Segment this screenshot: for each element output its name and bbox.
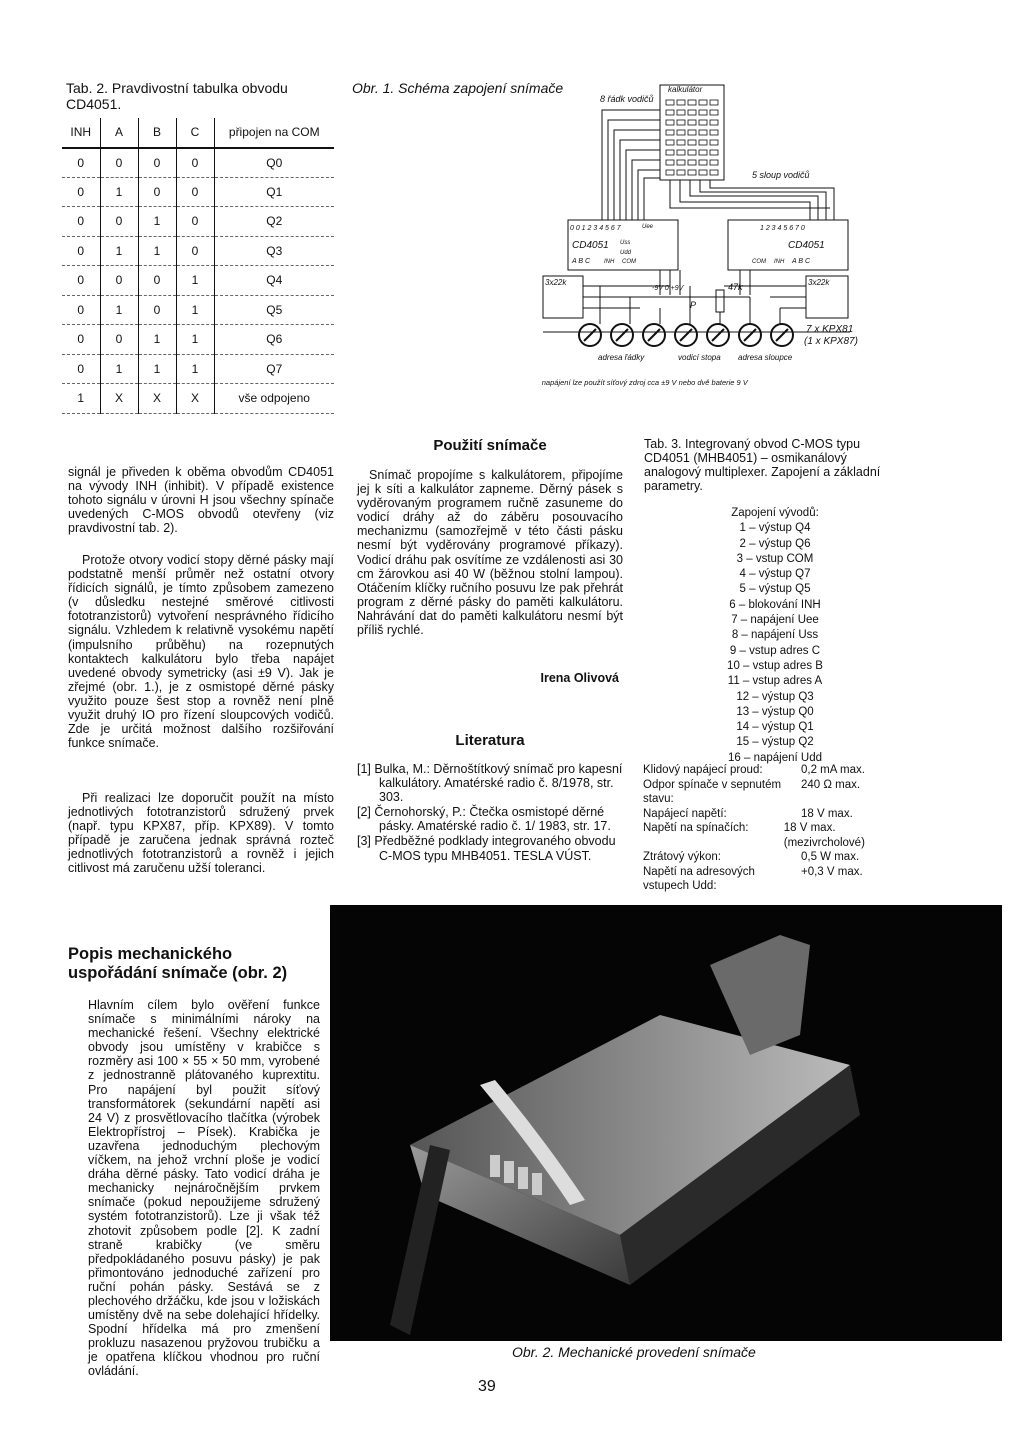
truth-table-row	[62, 177, 334, 207]
param-key: Napájecí napětí:	[643, 807, 727, 820]
truth-table-cell: Q3	[214, 236, 334, 266]
reference-2: [2] Černohorský, P.: Čtečka osmistopé děrné pásky. Amatérské radio č. 1/ 1983, str. 17.	[357, 805, 611, 834]
truth-table-cell: X	[138, 384, 176, 414]
phototransistor-icon	[771, 324, 793, 346]
photo-mechanical	[330, 905, 1002, 1341]
truth-table-cell: 1	[176, 325, 214, 355]
calculator-key	[677, 120, 685, 125]
calculator-key	[666, 160, 674, 165]
calculator-key	[688, 110, 696, 115]
truth-table-cell: 0	[62, 295, 100, 325]
truth-table-cell: 0	[138, 295, 176, 325]
calculator-key	[677, 100, 685, 105]
truth-table-cell: 1	[100, 354, 138, 384]
label-note: Pro napájení lze použít síťový zdroj cca ±9 V nebo dvě baterie 9 V	[540, 378, 748, 387]
truth-table-cell: 1	[138, 354, 176, 384]
pin-row: 16 – napájení Udd	[728, 751, 822, 764]
calculator-key	[699, 140, 707, 145]
calculator-key	[677, 110, 685, 115]
fig2-caption: Obr. 2. Mechanické provedení snímače	[512, 1344, 756, 1360]
calculator-key	[710, 120, 718, 125]
calculator-key	[677, 150, 685, 155]
param-key: Klidový napájecí proud:	[643, 764, 763, 776]
label-abc-left: A B C	[572, 258, 591, 265]
calculator-key	[688, 160, 696, 165]
pin-row: 8 – napájení Uss	[731, 629, 819, 642]
truth-table-cell: 0	[100, 266, 138, 296]
truth-table-cell: Q6	[214, 325, 334, 355]
phototransistor-icon	[707, 324, 729, 346]
mech-heading: Popis mechanického uspořádání snímače (obr. 2)	[68, 945, 288, 982]
param-value: 0,2 mA max.	[801, 764, 865, 776]
calculator-key	[666, 120, 674, 125]
truth-table-cell: 0	[138, 148, 176, 178]
col-c: C	[176, 118, 214, 148]
truth-table-cell: 1	[138, 325, 176, 355]
param-row	[643, 778, 905, 807]
label-chip-right: CD4051	[788, 240, 825, 251]
calculator-key	[710, 170, 718, 175]
label-p: P	[690, 300, 697, 310]
pins-title: Zapojení vývodů:	[731, 507, 819, 519]
label-calculator: kalkulátor	[668, 85, 703, 94]
literature-heading: Literatura	[455, 732, 525, 749]
truth-table-cell: 0	[176, 207, 214, 237]
param-value: 18 V max. (mezivrcholové)	[783, 822, 865, 849]
truth-table-cell: 0	[100, 325, 138, 355]
label-kpx: 7 x KPX81	[806, 324, 854, 335]
param-row	[643, 821, 905, 850]
param-key: Odpor spínače v sepnutém stavu:	[643, 778, 782, 805]
calculator-key	[677, 130, 685, 135]
phototransistor-icon	[643, 324, 665, 346]
pin-row: 13 – výstup Q0	[736, 705, 814, 718]
calculator-key	[688, 120, 696, 125]
calculator-key	[666, 100, 674, 105]
param-key: Napětí na spínačích:	[643, 822, 749, 834]
label-q-left: 0 0 1 2 3 4 5 6 7	[570, 225, 621, 232]
reference-1: [1] Bulka, M.: Děrnoštítkový snímač pro kapesní kalkulátory. Amatérské radio č. 8/1978, str. 303.	[357, 762, 623, 805]
mech-text: Hlavním cílem bylo ověření funkce snímače s minimálními nároky na mechanické řešení. Všechny elektrické obvody jsou umístěny v krabičce s rozměry asi 100 × 55 × 50 mm, vyrobené z jednostranně plátovaného kuprextitu. Pro napájení byl použit síťový transformátorek (sekundární napětí asi 24 V) z prosvětlovacího tlačítka (výrobek Elektropřístroj – Písek). Krabička je uzavřena jednoduchým plechovým víčkem, na jehož vrchní ploše je vodicí dráha děrné pásky. Tato vodicí dráha je mechanicky nejnáročnějším prvkem snímače (pokud nepoužijeme sdružený systém fototranzistorů). Lze ji však též zhotovit způsobem podle [2]. K zadní straně krabičky (ve směru předpokládaného posuvu pásky) je pak přimontováno jednoduché zařízení pro ruční pohán pásky. Sestává se z plechového držáčku, kde jsou v ložiskách umístěny dvě na sebe dolehající hřídelky. Spodní hřídelka má pro zmenšení prokluzu nasazenou pryžovou trubičku a je opatřena klíčkou vhodnou pro ruční ovládání.	[88, 998, 320, 1379]
tab3-caption: Tab. 3. Integrovaný obvod C-MOS typu CD4051 (MHB4051) – osmikanálový analogový multiplexer. Zapojení a základní parametry.	[644, 437, 881, 494]
label-supply: -9V 0 +9V	[652, 285, 684, 292]
truth-table-cell: 0	[62, 266, 100, 296]
truth-table-row	[62, 266, 334, 296]
pin-row: 7 – napájení Uee	[731, 614, 819, 627]
pin-row: 4 – výstup Q7	[739, 568, 811, 581]
calculator-key	[710, 100, 718, 105]
calculator-key	[699, 160, 707, 165]
usage-text: Snímač propojíme s kalkulátorem, připojíme jej k síti a kalkulátor zapneme. Děrný pásek s vyděrovaným programem ručně zasuneme do vodicí dráhy až do záběru posouvacího mechanizmu (samozřejmě v této části pásku nesmí být vyděrovány programové příkazy). Vodicí dráhu pak osvítíme ze vzdálenosti asi 30 cm žárovkou asi 40 W (běžnou stolní lampou). Otáčením klíčky ručního posuvu lze pak přehrát program z děrné pásky do paměti kalkulátoru. Nahrávání dat do paměti kalkulátoru nesmí být příliš rychlé.	[357, 468, 623, 638]
calculator-key	[677, 160, 685, 165]
param-row	[643, 763, 905, 778]
calculator-key	[699, 150, 707, 155]
truth-table-cell: 1	[100, 177, 138, 207]
calculator-key	[666, 170, 674, 175]
col-com: připojen na COM	[214, 118, 334, 148]
pin-row: 3 – vstup COM	[736, 552, 814, 565]
truth-table-row	[62, 148, 334, 178]
truth-table-cell: 0	[100, 207, 138, 237]
phototransistor-icon	[611, 324, 633, 346]
label-inh-left: INH	[604, 259, 615, 265]
calculator-key	[688, 130, 696, 135]
calculator-key	[699, 110, 707, 115]
parameters	[643, 763, 905, 894]
pin-row: 11 – vstup adres A	[727, 675, 823, 688]
param-value: 240 Ω max.	[801, 778, 861, 791]
truth-table-cell: Q4	[214, 266, 334, 296]
col1-para-2: Protože otvory vodicí stopy děrné pásky mají podstatně menší průměr než ostatní otvory řídicích signálů, je tímto způsobem zamezeno (v důsledku nestejné směrové citlivosti fototranzistorů) vytvoření nesprávného řídicího signálu. Vzhledem k relativně vysokému napětí (impulsního průběhu) na rozepnutých kontaktech kalkulátoru bylo třeba napájet uvedené obvody symetricky (asi ±9 V). Jak je zřejmé (obr. 1.), je z osmistopé děrné pásky využito pouze šest stop a rovněž není plně využit druhý IO pro řízení sloupcových vodičů. Zde je určitá možnost dalšího rozšiřování funkce snímače.	[68, 553, 334, 751]
label-r-mid: 47k	[728, 282, 743, 292]
truth-table-cell: X	[100, 384, 138, 414]
truth-table-cell: Q7	[214, 354, 334, 384]
resistor-47k	[716, 290, 724, 312]
truth-table-cell: 0	[62, 354, 100, 384]
truth-table-cell: 0	[62, 236, 100, 266]
truth-table-cell: 1	[138, 236, 176, 266]
calculator-key	[699, 120, 707, 125]
calculator-key	[699, 130, 707, 135]
literature-list	[357, 762, 623, 864]
calculator-key	[666, 140, 674, 145]
col-inh: INH	[62, 118, 100, 148]
pin-row: 2 – výstup Q6	[739, 537, 811, 550]
phototransistor-icon	[579, 324, 601, 346]
truth-table-cell: 0	[176, 148, 214, 178]
reference-3: [3] Předběžné podklady integrovaného obvodu C-MOS typu MHB4051. TESLA VÚST.	[357, 834, 616, 863]
truth-table-cell: 0	[62, 325, 100, 355]
truth-table-row	[62, 384, 334, 414]
truth-table-cell: 0	[62, 207, 100, 237]
calculator-key	[699, 170, 707, 175]
usage-heading: Použití snímače	[433, 437, 547, 454]
label-cols: 5 sloup vodičů	[752, 170, 810, 180]
calculator-key	[699, 100, 707, 105]
truth-table-cell: 1	[62, 384, 100, 414]
col1-para-3: Při realizaci lze doporučit použít na místo jednotlivých fototranzistorů sdružený prvek (např. typu KPX87, příp. KPX89). V tomto případě je zaručena jednak správná rozteč jednotlivých fototranzistorů a rovněž i jejich citlivost má zaručenu užší toleranci.	[68, 791, 334, 876]
truth-table-cell: 1	[100, 236, 138, 266]
label-com-right: COM	[752, 259, 766, 265]
truth-table-cell: 0	[62, 148, 100, 178]
calculator-key	[677, 170, 685, 175]
calculator-key	[666, 110, 674, 115]
pin-list	[700, 506, 850, 766]
truth-table-cell: 0	[100, 148, 138, 178]
col-a: A	[100, 118, 138, 148]
truth-table-cell: 1	[176, 354, 214, 384]
pin-row: 5 – výstup Q5	[739, 583, 811, 596]
calculator-key	[688, 140, 696, 145]
label-r-left: 3x22k	[545, 278, 567, 287]
calculator-key	[710, 110, 718, 115]
label-com-left: COM	[622, 259, 636, 265]
label-abc-right: A B C	[792, 258, 811, 265]
calculator-key	[677, 140, 685, 145]
truth-table-cell: 0	[138, 266, 176, 296]
param-value: 0,5 W max.	[801, 851, 860, 863]
param-value: 18 V max.	[801, 807, 853, 820]
label-chip-left: CD4051	[572, 240, 609, 251]
truth-table	[62, 118, 334, 414]
truth-table-row	[62, 207, 334, 237]
pin-row: 1 – výstup Q4	[739, 522, 811, 535]
param-row	[643, 807, 905, 822]
calculator-key	[710, 130, 718, 135]
calculator-box	[660, 85, 724, 180]
truth-table-cell: 0	[176, 236, 214, 266]
pin-row: 14 – výstup Q1	[736, 721, 814, 734]
phototransistor-icon	[675, 324, 697, 346]
truth-table-row	[62, 236, 334, 266]
label-rows: 8 řádk vodičů	[600, 94, 654, 104]
calculator-key	[666, 150, 674, 155]
param-value: +0,3 V max.	[801, 865, 863, 878]
label-udd: Udd	[620, 250, 632, 256]
pin-row: 9 – vstup adres C	[729, 644, 821, 657]
pin-row: 15 – výstup Q2	[736, 736, 814, 749]
pin-row: 12 – výstup Q3	[736, 690, 814, 703]
fig1-caption: Obr. 1. Schéma zapojení snímače	[352, 80, 564, 96]
col-b: B	[138, 118, 176, 148]
truth-table-cell: Q5	[214, 295, 334, 325]
truth-table-row	[62, 295, 334, 325]
truth-table-cell: 1	[138, 207, 176, 237]
label-r-right: 3x22k	[808, 278, 830, 287]
label-kpx2: (1 x KPX87)	[804, 336, 858, 347]
label-uss: Uss	[620, 240, 631, 246]
calculator-key	[688, 170, 696, 175]
param-row	[643, 865, 905, 894]
truth-table-cell: 1	[176, 266, 214, 296]
label-addr-row: adresa řádky	[598, 353, 645, 362]
calculator-key	[666, 130, 674, 135]
label-guide: vodicí stopa	[678, 353, 721, 362]
truth-table-row	[62, 325, 334, 355]
label-uee: Uee	[642, 224, 654, 230]
truth-table-cell: Q0	[214, 148, 334, 178]
calculator-key	[710, 140, 718, 145]
calculator-key	[688, 100, 696, 105]
author: Irena Olivová	[540, 671, 619, 685]
pin-row: 10 – vstup adres B	[727, 659, 823, 672]
calculator-key	[688, 150, 696, 155]
phototransistor-icon	[739, 324, 761, 346]
label-inh-right: INH	[774, 259, 785, 265]
label-q-right: 1 2 3 4 5 6 7 0	[760, 225, 805, 232]
param-key: Ztrátový výkon:	[643, 851, 721, 863]
schematic-diagram	[540, 80, 870, 400]
tab2-caption: Tab. 2. Pravdivostní tabulka obvodu CD4051.	[66, 80, 288, 112]
pin-row: 6 – blokování INH	[729, 598, 821, 611]
param-row	[643, 850, 905, 865]
calculator-key	[710, 150, 718, 155]
calculator-key	[710, 160, 718, 165]
truth-table-header	[62, 118, 334, 148]
truth-table-cell: Q2	[214, 207, 334, 237]
param-key: Napětí na adresových vstupech Udd:	[643, 865, 755, 892]
truth-table-cell: X	[176, 384, 214, 414]
col1-para-1: signál je přiveden k oběma obvodům CD4051 na vývody INH (inhibit). V případě existence tohoto signálu v úrovni H jsou všechny spínače uvedených C-MOS obvodů otevřeny (viz pravdivostní tab. 2).	[68, 465, 334, 536]
truth-table-cell: 0	[138, 177, 176, 207]
truth-table-cell: vše odpojeno	[214, 384, 334, 414]
truth-table-cell: Q1	[214, 177, 334, 207]
truth-table-cell: 0	[176, 177, 214, 207]
truth-table-cell: 1	[100, 295, 138, 325]
truth-table-cell: 0	[62, 177, 100, 207]
truth-table-cell: 1	[176, 295, 214, 325]
truth-table-row	[62, 354, 334, 384]
page-number: 39	[478, 1378, 496, 1395]
label-addr-col: adresa sloupce	[738, 353, 793, 362]
